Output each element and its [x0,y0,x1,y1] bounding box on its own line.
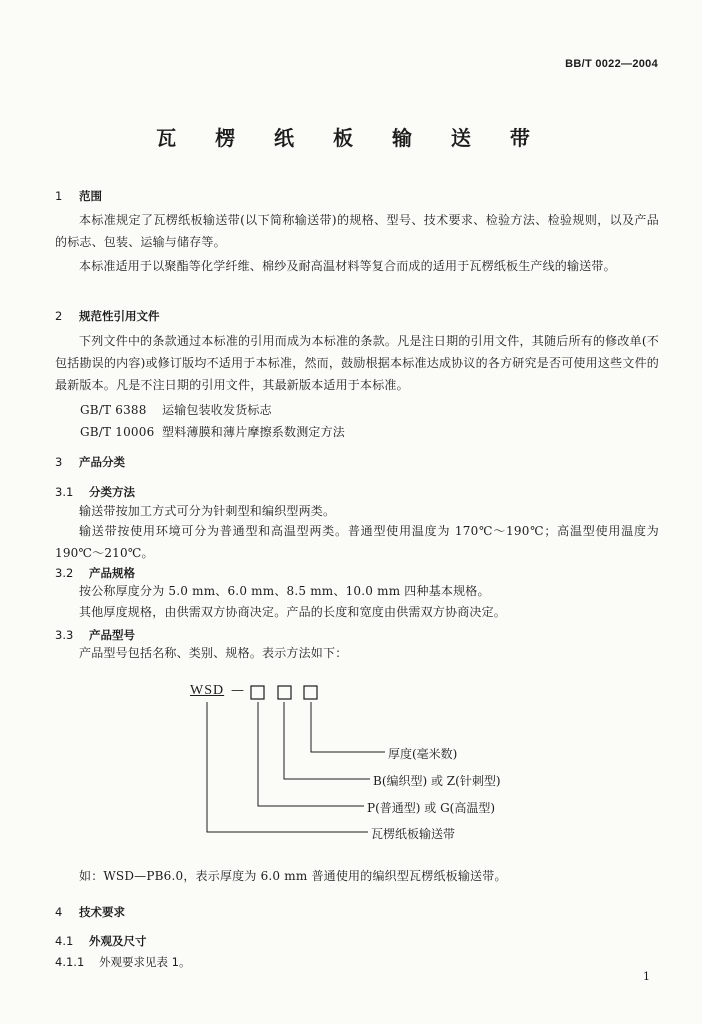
diagram-label-environment-type: P(普通型) 或 G(高温型) [367,801,496,815]
section-1-paragraph-2: 本标准适用于以聚酯等化学纤维、棉纱及耐高温材料等复合而成的适用于瓦楞纸板生产线的输送带。 [79,259,616,273]
section-4-1-1-line [55,954,190,970]
diagram-label-product-name: 瓦楞纸板输送带 [371,827,456,841]
section-number: 3.3 [55,628,74,642]
section-number: 4.1 [55,934,74,948]
section-number: 1 [55,189,63,203]
section-1-paragraph-1: 本标准规定了瓦楞纸板输送带(以下简称输送带)的规格、型号、技术要求、检验方法、检验规则，以及产品的标志、包装、运输与储存等。 [55,213,659,249]
category-box-1 [251,686,264,699]
model-dash: — [231,683,244,698]
section-title: 产品规格 [89,566,135,580]
section-3-2-paragraph-1: 按公称厚度分为 5.0 mm、6.0 mm、8.5 mm、10.0 mm 四种基本规格。 [79,584,490,598]
reference-name: 运输包装收发货标志 [162,403,272,417]
page-number: 1 [643,970,650,983]
diagram-label-thickness: 厚度(毫米数) [388,747,458,761]
section-3-3-paragraph-1: 产品型号包括名称、类别、规格。表示方法如下： [79,646,348,660]
model-example: 如：WSD—PB6.0，表示厚度为 6.0 mm 普通使用的编织型瓦楞纸板输送带。 [79,869,507,883]
section-number: 2 [55,309,63,323]
leader-line-process [284,702,370,779]
section-number: 3 [55,455,63,469]
section-title: 范围 [79,189,102,203]
diagram-label-process-type: B(编织型) 或 Z(针刺型) [373,774,501,788]
section-number: 3.2 [55,566,74,580]
section-title: 技术要求 [79,905,125,919]
section-title: 产品型号 [89,628,135,642]
section-title: 外观及尺寸 [89,934,147,948]
section-title: 规范性引用文件 [79,309,160,323]
section-number: 4 [55,905,63,919]
leader-line-name [207,702,368,832]
standard-number: BB/T 0022—2004 [565,58,658,70]
page-title: 瓦 楞 纸 板 输 送 带 [156,126,546,150]
section-number: 3.1 [55,485,74,499]
section-2-paragraph-1: 下列文件中的条款通过本标准的引用而成为本标准的条款。凡是注日期的引用文件，其随后所有的修改单(不包括勘误的内容)或修订版均不适用于本标准，然而，鼓励根据本标准达成协议的各方研究是否可使用这些文件的最新版本。凡是不注日期的引用文件，其最新版本适用于本标准。 [55,334,659,392]
section-3-1-paragraph-2: 输送带按使用环境可分为普通型和高温型两类。普通型使用温度为 170℃～190℃；高温型使用温度为 190℃～210℃。 [55,524,659,560]
spec-box [304,686,317,699]
reference-name: 塑料薄膜和薄片摩擦系数测定方法 [162,425,346,439]
section-4-heading [55,904,125,920]
section-title: 产品分类 [79,455,125,469]
reference-code: GB/T 6388 [80,403,147,417]
reference-code: GB/T 10006 [80,425,155,439]
section-3-2-paragraph-2: 其他厚度规格，由供需双方协商决定。产品的长度和宽度由供需双方协商决定。 [79,605,507,619]
category-box-2 [278,686,291,699]
section-title: 分类方法 [89,485,135,499]
section-text: 外观要求见表 1。 [99,955,191,969]
section-4-1-heading [55,933,147,949]
leader-line-thickness [311,702,385,752]
section-3-1-paragraph-1: 输送带按加工方式可分为针刺型和编织型两类。 [79,504,336,518]
section-number: 4.1.1 [55,955,85,969]
model-prefix: WSD [190,683,225,698]
